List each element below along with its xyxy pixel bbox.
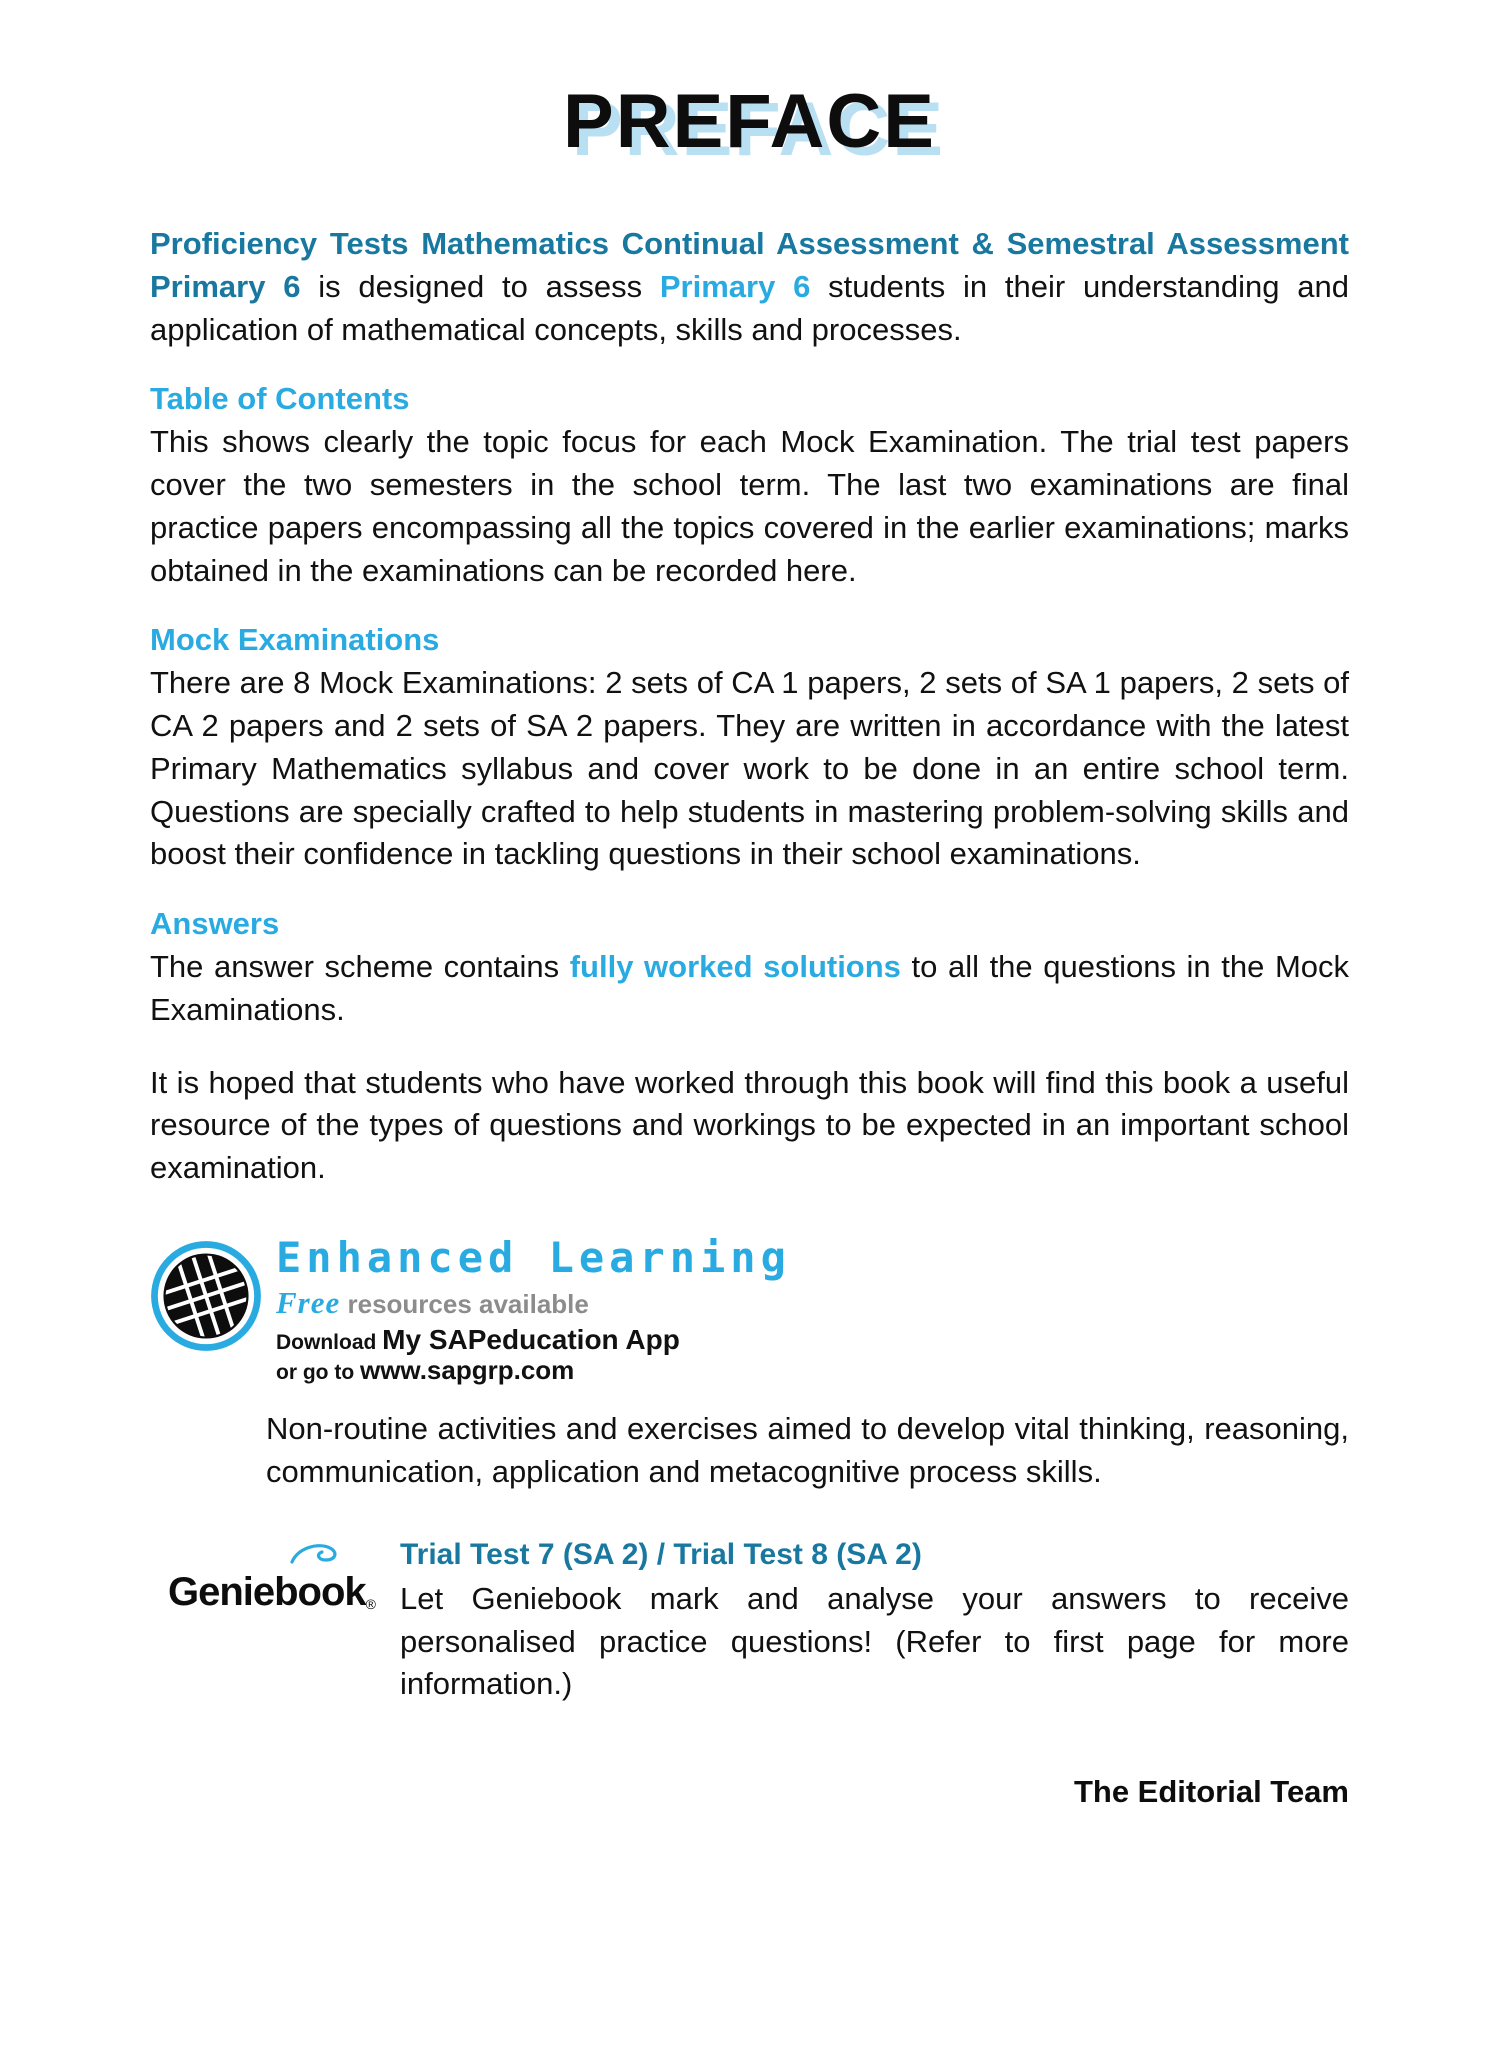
- section-mock-examinations: [150, 622, 1349, 876]
- answers-post-text: to all the questions in the Mock Examinations.: [150, 949, 1350, 1027]
- app-name: My SAPeducation App: [382, 1324, 680, 1356]
- section-table-of-contents: [150, 381, 1349, 592]
- website-url: www.sapgrp.com: [359, 1355, 575, 1386]
- enhanced-learning-body: Non-routine activities and exercises aimed to develop vital thinking, reasoning, communication, application and metacognitive process skills.: [266, 1411, 1349, 1490]
- download-line: [276, 1324, 791, 1356]
- intro-highlight: Primary 6: [659, 268, 811, 304]
- answers-body: [150, 946, 1349, 1032]
- geniebook-wordmark: [168, 1570, 376, 1615]
- free-resources-line: [276, 1286, 791, 1320]
- enhanced-learning-text: [262, 1233, 791, 1386]
- geniebook-block: [150, 1538, 1349, 1706]
- section-closing: [150, 1062, 1349, 1190]
- registered-mark: ®: [365, 1596, 376, 1612]
- free-rest-text: resources available: [340, 1289, 589, 1320]
- intro-paragraph: [150, 223, 1349, 351]
- toc-body: This shows clearly the topic focus for each Mock Examination. The trial test papers cover the two semesters in the school term. The last two examinations are final practice papers encompassing all the topics covered in the earlier examinations; marks obtained in the examinations can be recorded here.: [150, 424, 1349, 588]
- url-line: [276, 1356, 791, 1386]
- intro-mid-text: is designed to assess: [300, 268, 660, 304]
- geniebook-text: [376, 1538, 1349, 1706]
- geniebook-body: Let Geniebook mark and analyse your answers to receive personalised practice questions! (Refer to first page for more information.): [400, 1580, 1349, 1702]
- closing-paragraph: It is hoped that students who have worked through this book will find this book a useful resource of the types of questions and workings to be expected in an important school examination.: [150, 1064, 1349, 1186]
- intro-bold-lead: Proficiency Tests Mathematics Continual Assessment & Semestral Assessment Primary 6: [150, 226, 1349, 304]
- mock-heading: Mock Examinations: [150, 622, 440, 658]
- intro-rest-text: students in their understanding and application of mathematical concepts, skills and processes.: [150, 268, 1349, 347]
- geniebook-logo: [150, 1538, 376, 1615]
- or-go-to-label: or go to: [276, 1361, 360, 1385]
- enhanced-learning-globe-icon: [150, 1240, 262, 1352]
- free-label: Free: [276, 1285, 341, 1321]
- editorial-team-signature: The Editorial Team: [1073, 1774, 1349, 1810]
- answers-highlight: fully worked solutions: [569, 949, 901, 985]
- enhanced-learning-block: [150, 1233, 1349, 1494]
- enhanced-learning-heading: Enhanced Learning: [276, 1233, 791, 1283]
- mock-body: There are 8 Mock Examinations: 2 sets of CA 1 papers, 2 sets of SA 1 papers, 2 sets of CA 2 papers and 2 sets of SA 2 papers. They are written in accordance with the latest Primary Mathematics syllabus and cover work to be done in an entire school term. Questions are specially crafted to help students in mastering problem-solving skills and boost their confidence in tackling questions in their school examinations.: [150, 665, 1349, 872]
- geniebook-word: Geniebook: [167, 1569, 366, 1614]
- trial-test-heading: Trial Test 7 (SA 2) / Trial Test 8 (SA 2): [400, 1537, 922, 1571]
- download-label: Download: [276, 1331, 383, 1355]
- answers-pre-text: The answer scheme contains: [150, 949, 570, 985]
- enhanced-learning-header: [150, 1233, 1349, 1386]
- geniebook-swirl-icon: [288, 1540, 342, 1570]
- page-title: PREFACE: [563, 79, 936, 164]
- toc-heading: Table of Contents: [150, 381, 410, 417]
- answers-heading: Answers: [150, 906, 280, 942]
- section-answers: [150, 906, 1349, 1032]
